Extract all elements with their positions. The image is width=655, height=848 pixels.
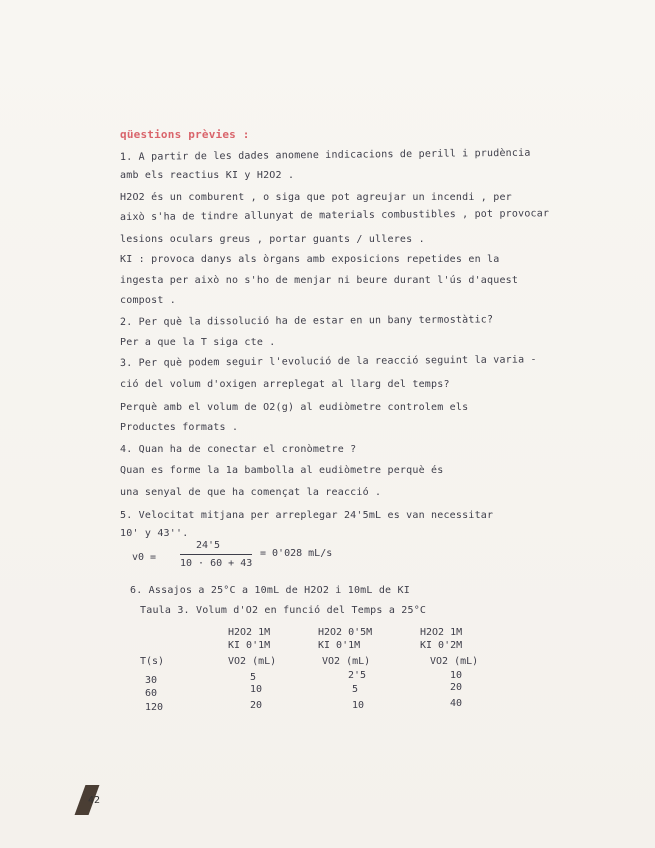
- formula-lhs: v0 =: [132, 552, 157, 563]
- text-line: 3. Per què podem seguir l'evolució de la reacció seguint la varia -: [119, 354, 537, 369]
- question-6: 6. Assajos a 25°C a 10mL de H2O2 i 10mL de KI: [130, 585, 410, 596]
- text-line: Per a que la T siga cte .: [120, 337, 276, 348]
- text-line: Quan es forme la 1a bambolla al eudiòmetre perquè és: [120, 465, 444, 476]
- condition-cell: KI 0'2M: [420, 640, 463, 651]
- text-line: ingesta per això no s'ho de menjar ni beure durant l'ús d'aquest: [120, 275, 519, 286]
- condition-cell: H2O2 1M: [228, 627, 271, 638]
- text-line: una senyal de que ha començat la reacció .: [120, 487, 382, 498]
- text-line: 2. Per què la dissolució ha de estar en un bany termostàtic?: [119, 314, 494, 328]
- text-line: 1. A partir de les dades anomene indicacions de perill i prudència: [119, 147, 531, 163]
- text-line: KI : provoca danys als òrgans amb exposicions repetides en la: [120, 254, 500, 265]
- table-header: VO2 (mL): [322, 656, 371, 667]
- text-line: 5. Velocitat mitjana per arreplegar 24'5mL es van necessitar: [120, 510, 494, 521]
- table-header: VO2 (mL): [430, 656, 479, 667]
- condition-cell: H2O2 1M: [420, 627, 463, 638]
- text-line: 4. Quan ha de conectar el cronòmetre ?: [120, 444, 357, 455]
- table-cell: 10: [352, 700, 365, 711]
- section-heading: qüestions prèvies :: [120, 128, 250, 141]
- condition-cell: H2O2 0'5M: [318, 627, 373, 638]
- text-line: lesions oculars greus , portar guants / ulleres .: [120, 234, 425, 245]
- formula-numerator: 24'5: [196, 540, 221, 551]
- text-line: amb els reactius KI y H2O2 .: [120, 170, 295, 181]
- table-cell: 30: [145, 675, 158, 686]
- table-cell: 5: [352, 684, 359, 695]
- text-line: això s'ha de tindre allunyat de materials combustibles , pot provocar: [119, 208, 550, 223]
- text-line: Productes formats .: [120, 422, 239, 433]
- condition-cell: KI 0'1M: [228, 640, 271, 651]
- text-line: H2O2 és un comburent , o siga que pot agreujar un incendi , per: [120, 192, 512, 203]
- table-cell: 5: [250, 672, 257, 683]
- text-line: Perquè amb el volum de O2(g) al eudiòmetre controlem els: [120, 402, 469, 413]
- table-cell: 2'5: [348, 670, 367, 681]
- table-cell: 20: [450, 682, 463, 693]
- table-cell: 10: [450, 670, 463, 681]
- table-cell: 10: [250, 684, 263, 695]
- text-line: ció del volum d'oxigen arreplegat al llarg del temps?: [120, 379, 450, 390]
- table-caption: Taula 3. Volum d'O2 en funció del Temps a 25°C: [140, 605, 427, 616]
- text-line: 10' y 43''.: [120, 528, 189, 539]
- table-cell: 40: [450, 698, 463, 709]
- fraction-bar: [180, 554, 252, 555]
- table-header: T(s): [140, 656, 165, 667]
- table-cell: 60: [145, 688, 158, 699]
- table-cell: 20: [250, 700, 263, 711]
- table-cell: 120: [145, 702, 164, 713]
- formula-result: = 0'028 mL/s: [260, 548, 333, 559]
- condition-cell: KI 0'1M: [318, 640, 361, 651]
- page-number: 42: [88, 795, 101, 806]
- table-header: VO2 (mL): [228, 656, 277, 667]
- formula-denominator: 10 · 60 + 43: [180, 558, 253, 569]
- text-line: compost .: [120, 295, 176, 306]
